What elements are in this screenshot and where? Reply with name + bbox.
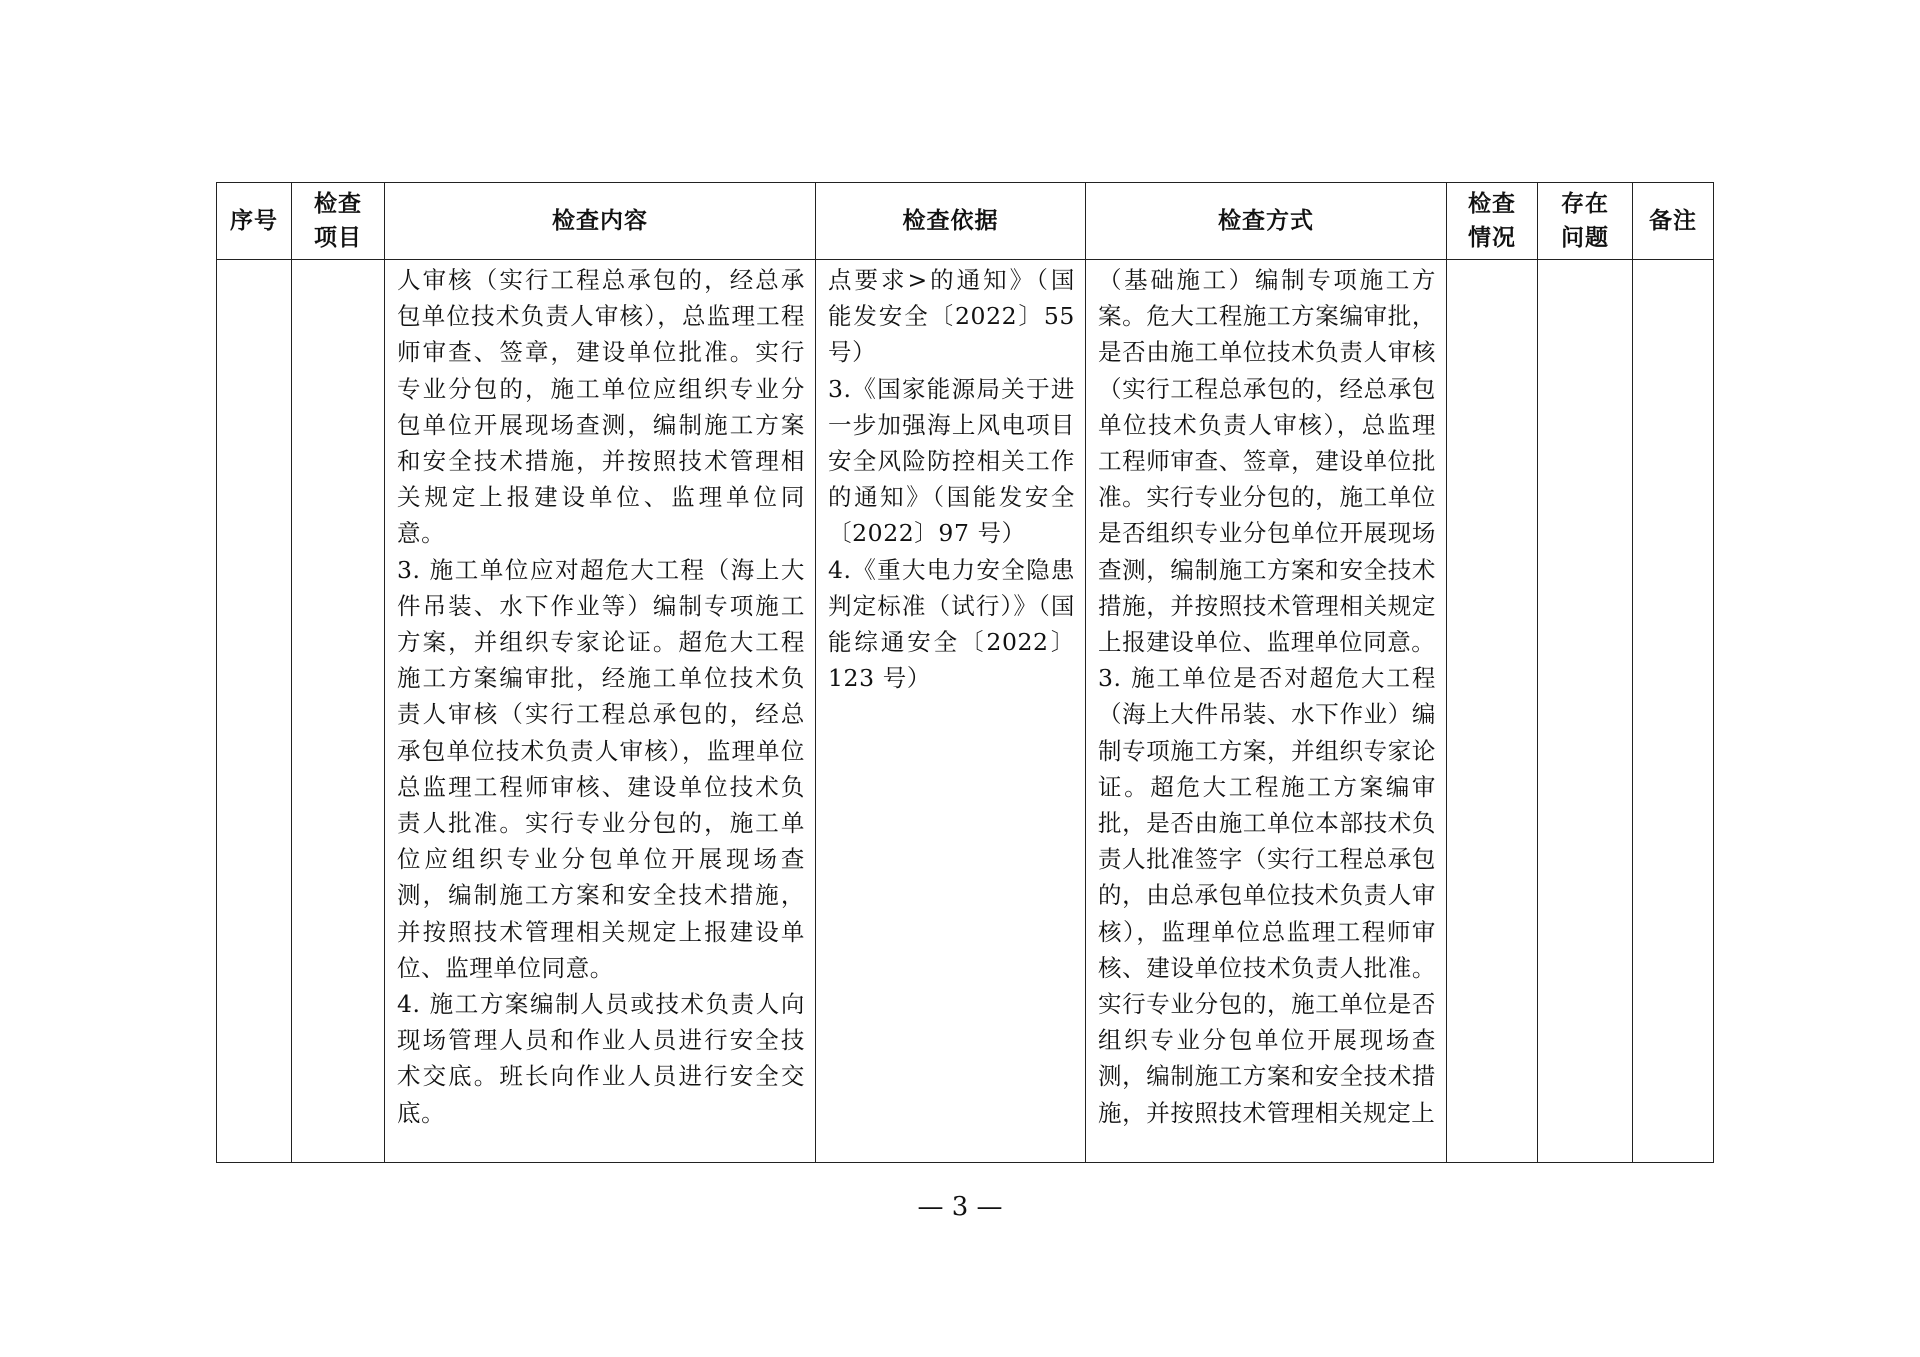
header-issues: 存在 问题 <box>1538 183 1633 260</box>
header-method: 检查方式 <box>1086 183 1447 260</box>
table-header-row <box>217 183 1714 260</box>
cell-basis <box>816 260 1086 1163</box>
header-status: 检查 情况 <box>1447 183 1538 260</box>
content-text: 人审核（实行工程总承包的，经总承包单位技术负责人审核），总监理工程师审查、签章，建设单位批准。实行专业分包的，施工单位应组织专业分包单位开展现场查测，编制施工方案和安全技术措施，并按照技术管理相关规定上报建设单位、监理单位同意。 3. 施工单位应对超危大工程（海上大件吊装、水下作业等）编制专项施工方案，并组织专家论证。超危大工程施工方案编审批，经施工单位技术负责人审核（实行工程总承包的，经总承包单位技术负责人审核），监理单位总监理工程师审核、建设单位技术负责人批准。实行专业分包的，施工单位应组织专业分包单位开展现场查测，编制施工方案和安全技术措施， 并按照技术管理相关规定上报建设单位、监理单位同意。 4. 施工方案编制人员或技术负责人向现场管理人员和作业人员进行安全技术交底。班长向作业人员进行安全交底。 <box>397 266 805 1127</box>
cell-method <box>1086 260 1447 1163</box>
page-number: — 3 — <box>917 1192 1003 1222</box>
header-seq: 序号 <box>217 183 292 260</box>
table-row <box>217 260 1714 1163</box>
inspection-table <box>216 182 1714 1163</box>
method-text: （基础施工）编制专项施工方案。危大工程施工方案编审批，是否由施工单位技术负责人审核（实行工程总承包的，经总承包单位技术负责人审核），总监理工程师审查、签章，建设单位批准。实行专业分包的，施工单位是否组织专业分包单位开展现场查测，编制施工方案和安全技术措施，并按照技术管理相关规定上报建设单位、监理单位同意。 3. 施工单位是否对超危大工程（海上大件吊装、水下作业）编制专项施工方案，并组织专家论证。超危大工程施工方案编审批，是否由施工单位本部技术负责人批准签字（实行工程总承包的，由总承包单位技术负责人审核），监理单位总监理工程师审核、建设单位技术负责人批准。实行专业分包的，施工单位是否组织专业分包单位开展现场查测，编制施工方案和安全技术措施，并按照技术管理相关规定上 <box>1098 266 1436 1127</box>
inspection-table-container <box>216 182 1713 1160</box>
header-content: 检查内容 <box>385 183 816 260</box>
cell-status <box>1447 260 1538 1163</box>
cell-item <box>292 260 385 1163</box>
header-item: 检查 项目 <box>292 183 385 260</box>
header-basis: 检查依据 <box>816 183 1086 260</box>
cell-seq <box>217 260 292 1163</box>
cell-issues <box>1538 260 1633 1163</box>
basis-text: 点要求>的通知》（国能发安全〔2022〕55 号） 3.《国家能源局关于进一步加强海上风电项目安全风险防控相关工作的通知》（国能发安全〔2022〕97 号） 4.《重大电力安全隐患判定标准（试行）》（国能综通安全〔2022〕123 号） <box>828 266 1075 693</box>
header-remarks: 备注 <box>1633 183 1714 260</box>
cell-remarks <box>1633 260 1714 1163</box>
cell-content <box>385 260 816 1163</box>
